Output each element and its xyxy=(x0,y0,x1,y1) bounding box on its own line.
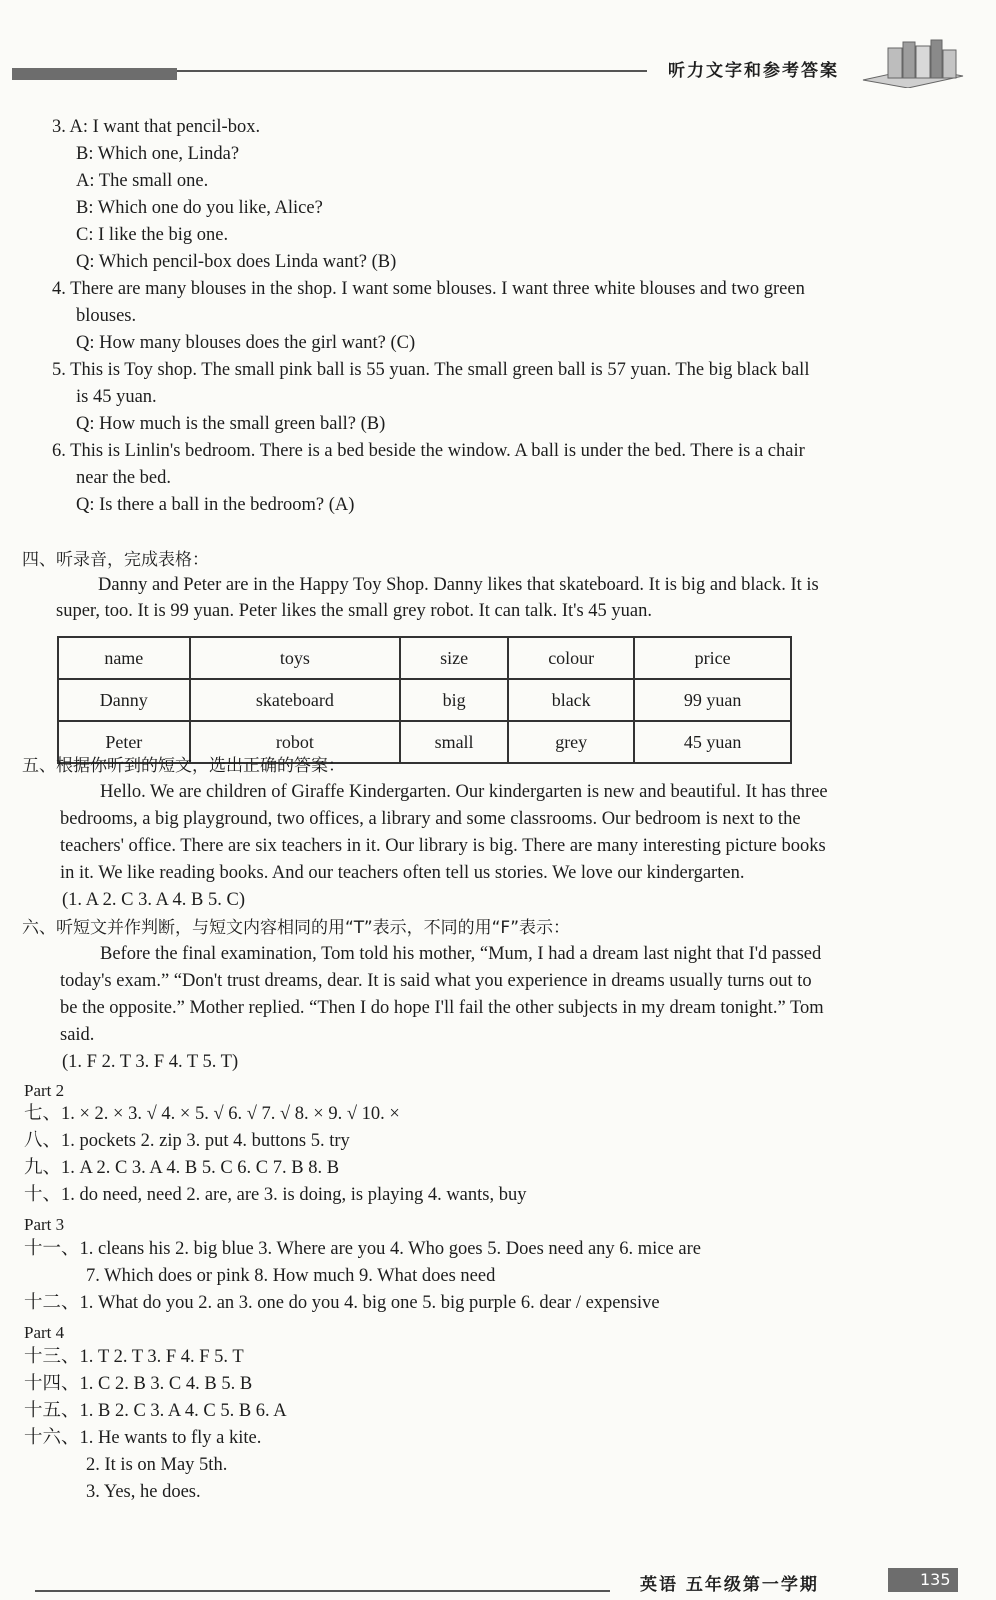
table-cell: 45 yuan xyxy=(634,721,791,763)
table-cell: black xyxy=(508,679,634,721)
table-row xyxy=(58,679,791,721)
table-header-cell: colour xyxy=(508,637,634,679)
toy-table xyxy=(57,636,792,764)
text-line: Q: How much is the small green ball? (B) xyxy=(76,414,386,434)
text-line: B: Which one do you like, Alice? xyxy=(76,198,323,218)
header-title: 听力文字和参考答案 xyxy=(668,61,839,81)
answer-line: (1. A 2. C 3. A 4. B 5. C) xyxy=(62,890,245,910)
text-line: bedrooms, a big playground, two offices, a library and some classrooms. Our bedroom is next to the xyxy=(60,809,801,829)
answer-line: 十五、1. B 2. C 3. A 4. C 5. B 6. A xyxy=(24,1401,287,1421)
answer-line: 十四、1. C 2. B 3. C 4. B 5. B xyxy=(24,1374,253,1394)
answer-line: 七、1. × 2. × 3. √ 4. × 5. √ 6. √ 7. √ 8. × 9. √ 10. × xyxy=(24,1104,400,1124)
text-line: is 45 yuan. xyxy=(76,387,157,407)
answer-line: 九、1. A 2. C 3. A 4. B 5. C 6. C 7. B 8. B xyxy=(24,1158,340,1178)
table-cell: Danny xyxy=(58,679,190,721)
text-line: blouses. xyxy=(76,306,137,326)
section-6-title: 六、听短文并作判断，与短文内容相同的用“T”表示，不同的用“F”表示： xyxy=(22,918,571,938)
part-label: Part 3 xyxy=(24,1215,65,1234)
part-label: Part 2 xyxy=(24,1081,65,1100)
text-line: 5. This is Toy shop. The small pink ball is 55 yuan. The small green ball is 57 yuan. The big black ball xyxy=(52,360,810,380)
header-rule xyxy=(177,70,647,72)
text-line: 4. There are many blouses in the shop. I want some blouses. I want three white blouses and two green xyxy=(52,279,805,299)
text-line: Danny and Peter are in the Happy Toy Shop. Danny likes that skateboard. It is big and black. It is xyxy=(98,575,819,595)
table-cell: grey xyxy=(508,721,634,763)
table-header-cell: name xyxy=(58,637,190,679)
answer-line: 7. Which does or pink 8. How much 9. What does need xyxy=(86,1266,496,1286)
text-line: Q: How many blouses does the girl want? (C) xyxy=(76,333,416,353)
text-line: C: I like the big one. xyxy=(76,225,229,245)
text-line: super, too. It is 99 yuan. Peter likes the small grey robot. It can talk. It's 45 yuan. xyxy=(56,601,653,621)
text-line: A: The small one. xyxy=(76,171,209,191)
header-bar xyxy=(12,68,177,80)
text-line: Hello. We are children of Giraffe Kindergarten. Our kindergarten is new and beautiful. It has three xyxy=(100,782,828,802)
text-line: said. xyxy=(60,1025,95,1045)
table-header-row xyxy=(58,637,791,679)
section-5-title: 五、根据你听到的短文，选出正确的答案： xyxy=(22,756,345,776)
answer-line: 十、1. do need, need 2. are, are 3. is doing, is playing 4. wants, buy xyxy=(24,1185,527,1205)
table-cell: Peter xyxy=(58,721,190,763)
answer-line: 2. It is on May 5th. xyxy=(86,1455,228,1475)
text-line: Q: Which pencil-box does Linda want? (B) xyxy=(76,252,397,272)
books-icon xyxy=(858,38,968,88)
text-line: in it. We like reading books. And our teachers often tell us stories. We love our kindergarten. xyxy=(60,863,745,883)
table-header-cell: size xyxy=(400,637,508,679)
answer-line: 十二、1. What do you 2. an 3. one do you 4. big one 5. big purple 6. dear / expensive xyxy=(24,1293,660,1313)
table-cell: big xyxy=(400,679,508,721)
text-line: teachers' office. There are six teachers in it. Our library is big. There are many interesting picture books xyxy=(60,836,826,856)
footer-title: 英语 五年级第一学期 xyxy=(640,1575,819,1595)
footer-rule xyxy=(35,1590,610,1592)
table-cell: 99 yuan xyxy=(634,679,791,721)
table-cell: robot xyxy=(190,721,401,763)
answer-line: 十三、1. T 2. T 3. F 4. F 5. T xyxy=(24,1347,244,1367)
part-label: Part 4 xyxy=(24,1323,65,1342)
answer-line: 八、1. pockets 2. zip 3. put 4. buttons 5. try xyxy=(24,1131,350,1151)
text-line: near the bed. xyxy=(76,468,172,488)
page-number: 135 xyxy=(888,1568,958,1592)
text-line: Before the final examination, Tom told his mother, “Mum, I had a dream last night that I'd passed xyxy=(100,944,822,964)
section-4-title: 四、听录音，完成表格： xyxy=(22,550,209,570)
answer-line: 十一、1. cleans his 2. big blue 3. Where are you 4. Who goes 5. Does need any 6. mice are xyxy=(24,1239,701,1259)
table-cell: small xyxy=(400,721,508,763)
table-header-cell: price xyxy=(634,637,791,679)
text-line: today's exam.” “Don't trust dreams, dear. It is said what you experience in dreams usually turns out to xyxy=(60,971,812,991)
text-line: B: Which one, Linda? xyxy=(76,144,240,164)
text-line: 3. A: I want that pencil-box. xyxy=(52,117,261,137)
answer-line: 十六、1. He wants to fly a kite. xyxy=(24,1428,262,1448)
text-line: be the opposite.” Mother replied. “Then I do hope I'll fail the other subjects in my dream tonight.” Tom xyxy=(60,998,824,1018)
answer-line: (1. F 2. T 3. F 4. T 5. T) xyxy=(62,1052,239,1072)
table-cell: skateboard xyxy=(190,679,401,721)
table-header-cell: toys xyxy=(190,637,401,679)
answer-line: 3. Yes, he does. xyxy=(86,1482,201,1502)
text-line: Q: Is there a ball in the bedroom? (A) xyxy=(76,495,355,515)
text-line: 6. This is Linlin's bedroom. There is a bed beside the window. A ball is under the bed. There is a chair xyxy=(52,441,805,461)
